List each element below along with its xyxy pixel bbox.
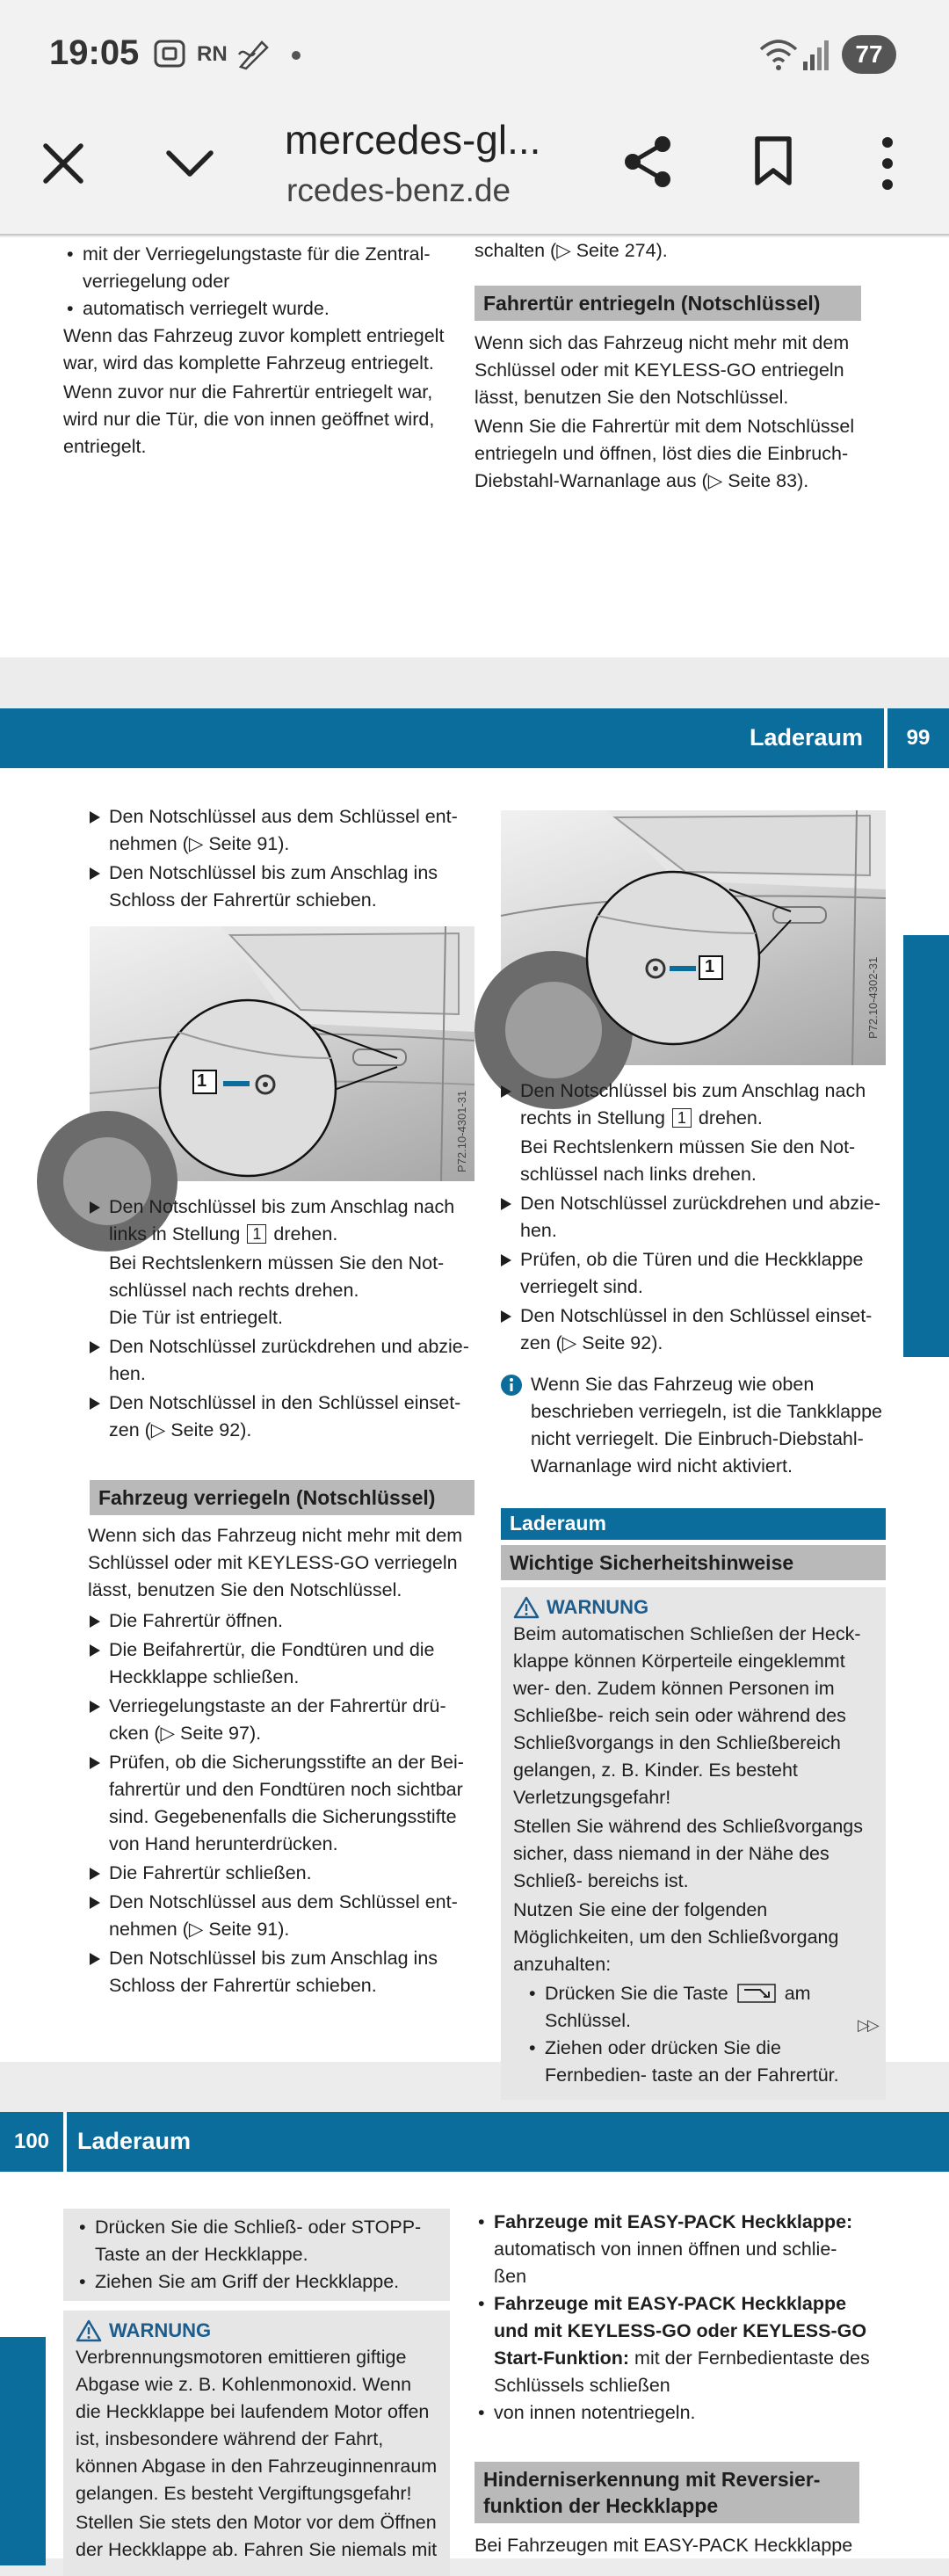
step-item: Die Beifahrertür, die Fondtüren und die Heckklappe schließen. — [88, 1636, 474, 1691]
p99-right-steps — [499, 1078, 889, 1480]
notification-dot-icon — [292, 51, 301, 60]
item-text: mit der Fernbedientaste des Schlüssels schließen — [494, 2347, 870, 2396]
paragraph: Wenn zuvor nur die Fahrertür entriegelt war, wird nur die Tür, die von innen geöffnet wird, entriegelt. — [63, 381, 435, 457]
p99-left-steps — [88, 803, 474, 916]
step-text: drehen. — [273, 1223, 338, 1244]
paragraph: Verbrennungsmotoren emittieren giftige Abgase wie z. B. Kohlenmonoxid. Wenn die Heckklappe bei laufendem Motor offen ist, insbesondere während der Fahrt, können Abgase in den Fahrzeuginnenraum gelangen. Es besteht Vergiftungsgefahr! — [76, 2347, 438, 2504]
paragraph: schalten (▷ Seite 274). — [474, 240, 668, 261]
item-text: automatisch von innen öffnen und schlie- ßen — [494, 2239, 837, 2287]
warning-triangle-icon — [513, 1596, 540, 1619]
item-bold: Fahrzeuge mit EASY-PACK Heckklappe: — [494, 2211, 853, 2232]
section-heading: Fahrertür entriegeln (Notschlüssel) — [474, 286, 861, 321]
figure-code: P72.10-4301-31 — [455, 1090, 468, 1172]
screenshot-icon — [153, 39, 186, 69]
car-door-illustration — [90, 926, 474, 1181]
chevron-down-icon[interactable] — [165, 146, 214, 181]
paragraph: Bei Fahrzeugen mit EASY-PACK Heckklappe — [474, 2535, 853, 2556]
page-number: 100 — [13, 2130, 50, 2153]
page98-left-column — [63, 241, 459, 462]
item-bold: Fahrzeuge mit EASY-PACK Heckklappe und mit KEYLESS-GO oder KEYLESS-GO Start-Funktion: — [494, 2293, 867, 2369]
step-item: Die Fahrertür öffnen. — [88, 1607, 474, 1635]
more-options-icon[interactable] — [875, 135, 900, 192]
step-text: Den Notschlüssel bis zum Anschlag nach rechts in Stellung — [520, 1080, 866, 1128]
section-heading: Fahrzeug verriegeln (Notschlüssel) — [90, 1480, 474, 1515]
p100-bullet-box — [63, 2209, 450, 2301]
callout-number: 1 — [705, 957, 715, 976]
warning-title-text: WARNUNG — [547, 1596, 649, 1618]
paragraph: Wenn Sie die Fahrertür mit dem Notschlüssel entriegeln und öffnen, löst dies die Einbruch- Diebstahl-Warnanlage aus (▷ Seite 83). — [474, 416, 855, 491]
position-key: 1 — [672, 1108, 692, 1128]
section-heading: Hinderniserkennung mit Reversier- funktion der Heckklappe — [474, 2462, 859, 2523]
list-item: • Ziehen Sie am Griff der Heckklappe. — [76, 2268, 438, 2296]
step-item — [499, 1078, 889, 1132]
step-item: Den Notschlüssel zurückdrehen und abzie- hen. — [499, 1190, 889, 1244]
list-item — [474, 2290, 870, 2399]
step-item: Den Notschlüssel aus dem Schlüssel ent- nehmen (▷ Seite 91). — [88, 1889, 474, 1943]
item-text: am Schlüssel. — [545, 1983, 811, 2031]
note-text: Die Tür ist entriegelt. — [109, 1307, 283, 1328]
position-key: 1 — [247, 1224, 266, 1244]
figure-code: P72.10-4302-31 — [866, 956, 880, 1039]
close-icon[interactable] — [40, 141, 86, 186]
step-item: Prüfen, ob die Sicherungsstifte an der Bei- fahrertür und den Fondtüren noch sichtbar sind. Gegebenenfalls die Sicherungsstifte von Hand herunterdrücken. — [88, 1749, 474, 1858]
step-text: drehen. — [698, 1107, 763, 1128]
status-bar — [0, 0, 949, 112]
bookmark-icon[interactable] — [752, 135, 794, 188]
paragraph: Stellen Sie stets den Motor vor dem Öffnen der Heckklappe ab. Fahren Sie niemals mit — [76, 2512, 438, 2560]
figure-door-lock-left — [90, 926, 474, 1181]
step-item — [88, 1194, 474, 1248]
list-item: • automatisch verriegelt wurde. — [63, 295, 459, 323]
paragraph: Nutzen Sie eine der folgenden Möglichkeiten, um den Schließvorgang anzuhalten: — [513, 1899, 839, 1975]
carrier-label: RN — [197, 42, 228, 66]
section-bar: Laderaum — [501, 1508, 886, 1540]
warning-triangle-icon — [76, 2319, 102, 2342]
step-text: Den Notschlüssel bis zum Anschlag nach links in Stellung — [109, 1196, 455, 1244]
step-item: Prüfen, ob die Türen und die Heckklappe verriegelt sind. — [499, 1246, 889, 1301]
paragraph: Wenn sich das Fahrzeug nicht mehr mit dem Schlüssel oder mit KEYLESS-GO verriegeln lässt, benutzen Sie den Notschlüssel. — [88, 1525, 463, 1600]
paragraph: Beim automatischen Schließen der Heck- klappe können Körperteile eingeklemmt wer- den. Zudem können Personen im Schließbe- reich sein oder während des Schließvorgangs in den Schließbereich gelangen, z. B. Kinder. Es besteht Verletzungsgefahr! — [513, 1623, 861, 1808]
page-url[interactable]: rcedes-benz.de — [286, 172, 511, 208]
list-item — [525, 1980, 873, 2035]
paragraph: Wenn sich das Fahrzeug nicht mehr mit dem Schlüssel oder mit KEYLESS-GO entriegeln lässt, benutzen Sie den Notschlüssel. — [474, 332, 850, 408]
continue-mark: ▷▷ — [858, 2016, 877, 2034]
step-item: Den Notschlüssel in den Schlüssel einset- zen (▷ Seite 92). — [499, 1303, 889, 1357]
car-door-illustration — [501, 810, 886, 1065]
page-header-bar — [0, 708, 949, 768]
share-icon[interactable] — [620, 134, 677, 190]
figure-door-lock-right — [501, 810, 886, 1065]
header-title: Laderaum — [749, 724, 863, 751]
pdf-page-100 — [0, 2112, 949, 2558]
note-text: Bei Rechtslenkern müssen Sie den Not- schlüssel nach links drehen. — [520, 1136, 856, 1185]
side-tab-label: nd Schließen — [9, 2410, 35, 2558]
warning-box — [63, 2311, 450, 2576]
step-item: Die Fahrertür schließen. — [88, 1860, 474, 1887]
signature-icon — [235, 37, 271, 72]
step-item: Den Notschlüssel aus dem Schlüssel ent- nehmen (▷ Seite 91). — [88, 803, 474, 858]
page-title: mercedes-gl... — [285, 117, 541, 163]
warning-title — [513, 1594, 873, 1621]
header-title: Laderaum — [77, 2128, 192, 2154]
list-item: • Ziehen oder drücken Sie die Fernbedien- taste an der Fahrertür. — [525, 2035, 873, 2089]
info-note — [499, 1371, 889, 1480]
info-icon — [501, 1375, 522, 1396]
p99-left-steps-2 — [88, 1194, 474, 1446]
paragraph: Wenn das Fahrzeug zuvor komplett entriegelt war, wird das komplette Fahrzeug entriegelt. — [63, 325, 445, 374]
page98-right-column — [474, 237, 861, 497]
step-item: Den Notschlüssel bis zum Anschlag ins Schloss der Fahrertür schieben. — [88, 860, 474, 914]
list-item: • Drücken Sie die Schließ- oder STOPP-Taste an der Heckklappe. — [76, 2214, 438, 2268]
wifi-icon — [759, 37, 798, 72]
pdf-page-98 — [0, 237, 949, 657]
step-item: Den Notschlüssel bis zum Anschlag ins Schloss der Fahrertür schieben. — [88, 1945, 474, 1999]
info-text: Wenn Sie das Fahrzeug wie oben beschrieben verriegeln, ist die Tankklappe nicht verriegelt. Die Einbruch-Diebstahl- Warnanlage wird nicht aktiviert. — [531, 1374, 882, 1477]
section-heading: Wichtige Sicherheitshinweise — [501, 1545, 886, 1580]
note-text: Bei Rechtslenkern müssen Sie den Not- schlüssel nach rechts drehen. — [109, 1252, 445, 1301]
pdf-page-99 — [0, 708, 949, 2086]
list-item: • mit der Verriegelungstaste für die Zentral- verriegelung oder — [63, 241, 459, 295]
callout-number: 1 — [197, 1071, 207, 1091]
trunk-key-icon — [737, 1984, 776, 2003]
battery-indicator: 77 — [842, 35, 896, 74]
warning-box — [501, 1587, 886, 2100]
status-time: 19:05 — [49, 33, 140, 72]
list-item: • von innen notentriegeln. — [474, 2399, 870, 2427]
header-divider — [63, 2112, 67, 2172]
step-item: Den Notschlüssel in den Schlüssel einset- zen (▷ Seite 92). — [88, 1390, 474, 1444]
warning-title — [76, 2318, 438, 2344]
signal-icon — [801, 37, 831, 72]
p99-lock-steps — [88, 1522, 474, 2001]
step-item: Verriegelungstaste an der Fahrertür drü- cken (▷ Seite 97). — [88, 1693, 474, 1747]
list-item — [474, 2209, 870, 2290]
p100-right-column — [474, 2209, 870, 2561]
step-item: Den Notschlüssel zurückdrehen und abzie- hen. — [88, 1333, 474, 1388]
side-tab-label: Öffnen und Schließen — [914, 1021, 940, 1267]
warning-title-text: WARNUNG — [109, 2319, 212, 2341]
item-text: Drücken Sie die Taste — [545, 1983, 728, 2004]
page-header-bar — [0, 2112, 949, 2172]
page-number: 99 — [906, 726, 931, 750]
paragraph: Stellen Sie während des Schließvorgangs sicher, dass niemand in der Nähe des Schließ- bereichs ist. — [513, 1816, 863, 1891]
